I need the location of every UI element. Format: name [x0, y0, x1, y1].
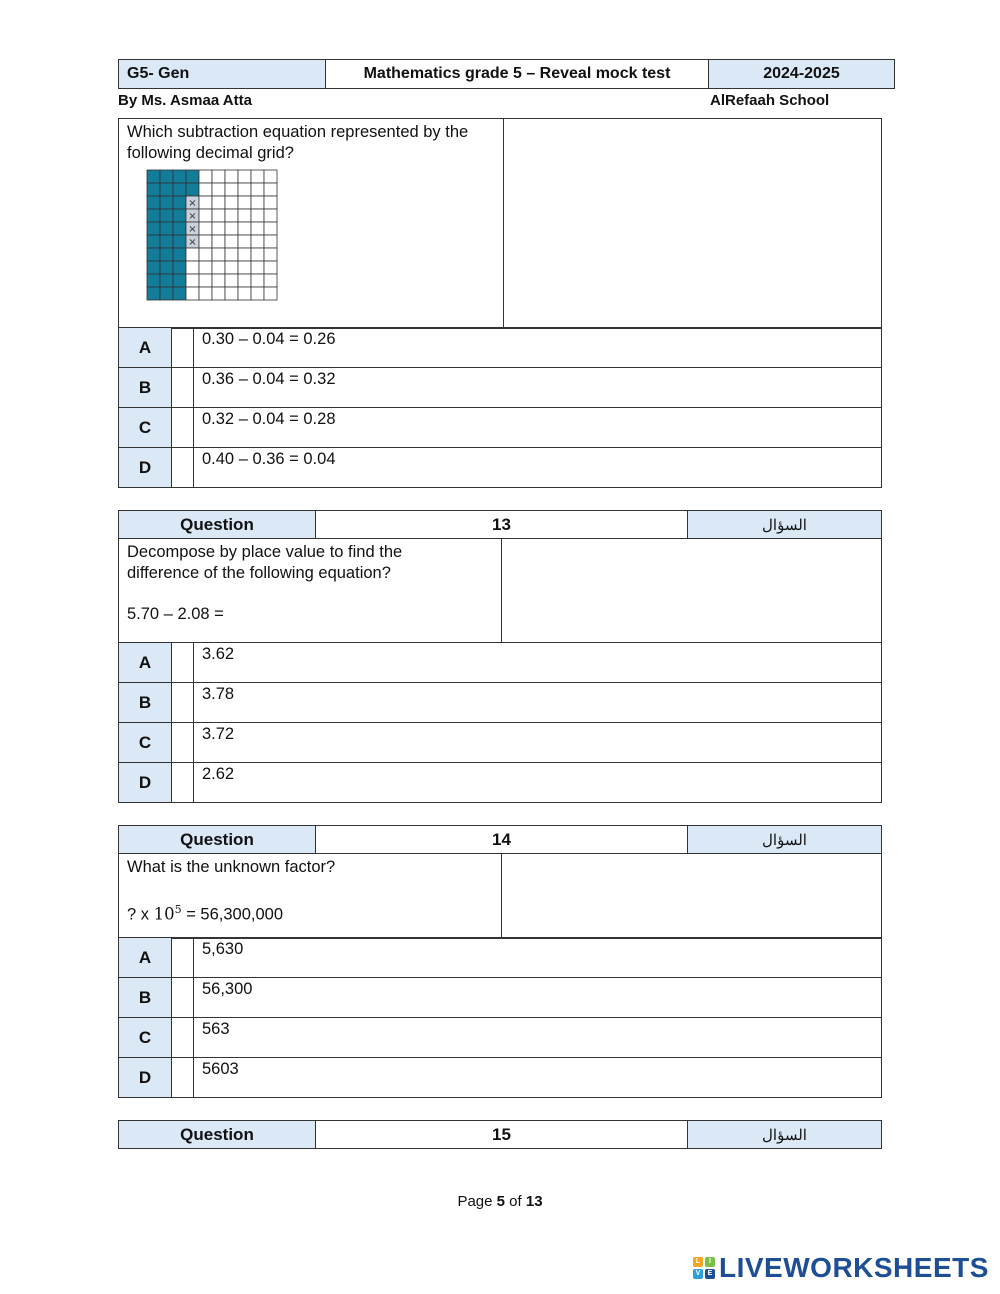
option-row	[119, 328, 882, 368]
grid-cell	[186, 274, 199, 287]
answer-box[interactable]	[172, 408, 194, 448]
question-prompt-cell	[119, 854, 502, 939]
question-label-arabic: السؤال	[688, 826, 882, 854]
shaded-cell	[160, 170, 173, 183]
answer-box[interactable]	[172, 683, 194, 723]
grid-cell	[238, 183, 251, 196]
shaded-cell	[160, 209, 173, 222]
question-prompt-cell	[119, 539, 502, 643]
shaded-cell	[147, 183, 160, 196]
grid-cell	[199, 222, 212, 235]
answer-box[interactable]	[172, 723, 194, 763]
question-equation	[127, 899, 493, 926]
grid-cell	[199, 196, 212, 209]
option-letter: D	[119, 763, 172, 803]
grid-cell	[225, 209, 238, 222]
decimal-grid	[146, 169, 278, 301]
logo-grid-icon	[693, 1257, 715, 1279]
shaded-cell	[186, 183, 199, 196]
question-14-body	[118, 853, 882, 939]
liveworksheets-logo[interactable]	[693, 1252, 989, 1284]
shaded-cell	[173, 222, 186, 235]
cross-mark-icon: ×	[188, 237, 197, 248]
option-text[interactable]: 5603	[194, 1058, 882, 1098]
grid-cell	[264, 248, 277, 261]
question-label: Question	[119, 511, 316, 539]
brand-name: LIVEWORKSHEETS	[719, 1252, 989, 1283]
test-title: Mathematics grade 5 – Reveal mock test	[326, 60, 709, 89]
shaded-cell	[173, 235, 186, 248]
grid-cell	[199, 235, 212, 248]
option-text[interactable]: 0.40 – 0.36 = 0.04	[194, 448, 882, 488]
answer-box[interactable]	[172, 763, 194, 803]
grade-cell: G5- Gen	[119, 60, 326, 89]
grid-cell	[212, 248, 225, 261]
grid-cell	[238, 222, 251, 235]
answer-area[interactable]	[504, 119, 882, 329]
shaded-cell	[147, 287, 160, 300]
question-label: Question	[119, 1121, 316, 1149]
grid-cell	[264, 287, 277, 300]
grid-cell	[238, 261, 251, 274]
answer-box[interactable]	[172, 328, 194, 368]
option-text[interactable]: 5,630	[194, 938, 882, 978]
option-letter: C	[119, 723, 172, 763]
option-letter: C	[119, 1018, 172, 1058]
grid-cell	[212, 274, 225, 287]
answer-box[interactable]	[172, 368, 194, 408]
option-letter: B	[119, 368, 172, 408]
shaded-cell	[147, 222, 160, 235]
grid-cell	[225, 183, 238, 196]
option-row	[119, 723, 882, 763]
grid-cell	[225, 274, 238, 287]
shaded-cell	[147, 196, 160, 209]
grid-cell	[212, 287, 225, 300]
grid-cell	[238, 209, 251, 222]
shaded-cell	[160, 235, 173, 248]
logo-letter: E	[705, 1269, 715, 1279]
option-row	[119, 368, 882, 408]
option-text[interactable]: 56,300	[194, 978, 882, 1018]
shaded-cell	[147, 261, 160, 274]
equation-exponent: 5	[174, 903, 182, 916]
school-year: 2024-2025	[709, 60, 895, 89]
grid-cell	[212, 235, 225, 248]
grid-cell	[264, 196, 277, 209]
question-prompt: Which subtraction equation represented by the following decimal grid?	[127, 123, 469, 162]
question-15-header	[118, 1120, 882, 1149]
option-row	[119, 1058, 882, 1098]
grid-cell	[186, 248, 199, 261]
grid-cell	[212, 209, 225, 222]
grid-cell	[199, 248, 212, 261]
option-letter: B	[119, 683, 172, 723]
grid-cell	[264, 209, 277, 222]
option-row	[119, 408, 882, 448]
grid-cell	[251, 196, 264, 209]
shaded-cell	[173, 170, 186, 183]
grid-cell	[238, 248, 251, 261]
option-letter: D	[119, 1058, 172, 1098]
grid-cell	[199, 287, 212, 300]
question-14-header	[118, 825, 882, 854]
answer-box[interactable]	[172, 1018, 194, 1058]
option-text[interactable]: 0.30 – 0.04 = 0.26	[194, 328, 882, 368]
author-name: By Ms. Asmaa Atta	[118, 92, 252, 109]
option-letter: A	[119, 328, 172, 368]
grid-cell	[264, 183, 277, 196]
grid-cell	[199, 170, 212, 183]
page-number: 5	[496, 1193, 505, 1210]
question-label: Question	[119, 826, 316, 854]
equation-prefix: ? x	[127, 905, 154, 924]
shaded-cell	[173, 209, 186, 222]
option-letter: D	[119, 448, 172, 488]
option-text[interactable]: 0.32 – 0.04 = 0.28	[194, 408, 882, 448]
shaded-cell	[186, 170, 199, 183]
q12-options	[118, 327, 882, 488]
option-row	[119, 683, 882, 723]
shaded-cell	[173, 183, 186, 196]
option-text[interactable]: 3.78	[194, 683, 882, 723]
grid-cell	[251, 274, 264, 287]
grid-cell	[225, 196, 238, 209]
answer-box[interactable]	[172, 1058, 194, 1098]
option-row	[119, 938, 882, 978]
shaded-cell	[160, 196, 173, 209]
grid-cell	[225, 287, 238, 300]
grid-cell	[212, 261, 225, 274]
shaded-cell	[160, 287, 173, 300]
question-12	[118, 118, 882, 329]
option-row	[119, 643, 882, 683]
shaded-cell	[147, 248, 160, 261]
shaded-cell	[173, 274, 186, 287]
answer-area[interactable]	[502, 539, 882, 643]
option-letter: B	[119, 978, 172, 1018]
answer-box[interactable]	[172, 643, 194, 683]
grid-cell	[264, 170, 277, 183]
grid-cell	[264, 222, 277, 235]
option-row	[119, 978, 882, 1018]
shaded-cell	[160, 183, 173, 196]
shaded-cell	[160, 261, 173, 274]
grid-cell	[251, 248, 264, 261]
question-label-arabic: السؤال	[688, 511, 882, 539]
shaded-cell	[173, 261, 186, 274]
grid-cell	[251, 287, 264, 300]
grid-cell	[199, 183, 212, 196]
option-text[interactable]: 3.72	[194, 723, 882, 763]
grid-cell	[251, 261, 264, 274]
answer-box[interactable]	[172, 978, 194, 1018]
answer-area[interactable]	[502, 854, 882, 939]
shaded-cell	[147, 274, 160, 287]
logo-letter: I	[705, 1257, 715, 1267]
grid-cell	[212, 170, 225, 183]
option-letter: C	[119, 408, 172, 448]
grid-cell	[251, 170, 264, 183]
grid-cell	[186, 287, 199, 300]
logo-letter: L	[693, 1257, 703, 1267]
grid-cell	[225, 248, 238, 261]
cross-mark-icon: ×	[188, 224, 197, 235]
option-letter: A	[119, 938, 172, 978]
question-equation: 5.70 – 2.08 =	[127, 605, 224, 623]
grid-cell	[264, 235, 277, 248]
cross-mark-icon: ×	[188, 198, 197, 209]
option-row	[119, 1018, 882, 1058]
grid-cell	[212, 196, 225, 209]
shaded-cell	[160, 274, 173, 287]
grid-cell	[238, 235, 251, 248]
grid-cell	[251, 209, 264, 222]
question-prompt-line: difference of the following equation?	[127, 564, 391, 582]
option-text[interactable]: 0.36 – 0.04 = 0.32	[194, 368, 882, 408]
grid-cell	[251, 235, 264, 248]
question-prompt: What is the unknown factor?	[127, 858, 336, 876]
answer-box[interactable]	[172, 448, 194, 488]
question-number: 15	[316, 1121, 688, 1149]
shaded-cell	[173, 287, 186, 300]
question-label-arabic: السؤال	[688, 1121, 882, 1149]
grid-cell	[186, 261, 199, 274]
cross-mark-icon: ×	[188, 211, 197, 222]
question-number: 14	[316, 826, 688, 854]
shaded-cell	[160, 248, 173, 261]
option-text[interactable]: 3.62	[194, 643, 882, 683]
shaded-cell	[173, 248, 186, 261]
equation-base: 10	[153, 904, 175, 924]
option-text[interactable]: 563	[194, 1018, 882, 1058]
answer-box[interactable]	[172, 938, 194, 978]
grid-cell	[212, 183, 225, 196]
equation-suffix: = 56,300,000	[181, 905, 283, 924]
school-name: AlRefaah School	[710, 92, 830, 109]
grid-cell	[225, 261, 238, 274]
grid-cell	[199, 209, 212, 222]
shaded-cell	[147, 235, 160, 248]
question-number: 13	[316, 511, 688, 539]
logo-letter: V	[693, 1269, 703, 1279]
shaded-cell	[173, 196, 186, 209]
grid-cell	[212, 222, 225, 235]
grid-cell	[199, 261, 212, 274]
option-text[interactable]: 2.62	[194, 763, 882, 803]
grid-cell	[251, 222, 264, 235]
question-prompt-line: Decompose by place value to find the	[127, 543, 403, 561]
shaded-cell	[147, 170, 160, 183]
option-row	[119, 448, 882, 488]
grid-cell	[225, 170, 238, 183]
grid-cell	[225, 235, 238, 248]
grid-cell	[225, 222, 238, 235]
page-total: 13	[525, 1193, 543, 1210]
question-13-header	[118, 510, 882, 539]
shaded-cell	[147, 209, 160, 222]
q13-options	[118, 642, 882, 803]
page-footer	[0, 1193, 1000, 1210]
shaded-cell	[160, 222, 173, 235]
grid-cell	[238, 196, 251, 209]
q14-options	[118, 937, 882, 1098]
page-header-table	[118, 59, 895, 89]
grid-cell	[199, 274, 212, 287]
grid-cell	[251, 183, 264, 196]
question-prompt-cell	[119, 119, 504, 329]
question-13-body	[118, 538, 882, 643]
grid-cell	[238, 274, 251, 287]
page-of: of	[505, 1193, 526, 1210]
grid-cell	[238, 287, 251, 300]
page-prefix: Page	[457, 1193, 497, 1210]
grid-cell	[264, 274, 277, 287]
option-letter: A	[119, 643, 172, 683]
grid-cell	[238, 170, 251, 183]
grid-cell	[264, 261, 277, 274]
option-row	[119, 763, 882, 803]
